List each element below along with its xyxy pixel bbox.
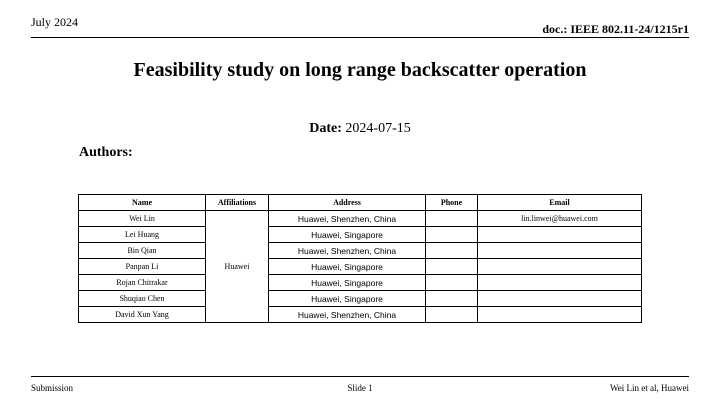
author-phone — [426, 275, 478, 291]
author-address: Huawei, Singapore — [269, 275, 426, 291]
author-name: David Xun Yang — [79, 307, 206, 323]
author-address: Huawei, Shenzhen, China — [269, 307, 426, 323]
footer-slide-number: Slide 1 — [347, 383, 373, 393]
header-doc-id: doc.: IEEE 802.11-24/1215r1 — [542, 22, 689, 36]
author-email: lin.linwei@huawei.com — [478, 211, 642, 227]
col-header-email: Email — [478, 195, 642, 211]
author-address: Huawei, Shenzhen, China — [269, 243, 426, 259]
author-phone — [426, 243, 478, 259]
table-row — [79, 243, 642, 259]
author-email — [478, 259, 642, 275]
table-row — [79, 227, 642, 243]
author-name: Shuqiao Chen — [79, 291, 206, 307]
col-header-phone: Phone — [426, 195, 478, 211]
author-phone — [426, 259, 478, 275]
author-email — [478, 291, 642, 307]
author-address: Huawei, Singapore — [269, 227, 426, 243]
author-affiliation: Huawei — [206, 211, 269, 323]
table-header-row — [79, 195, 642, 211]
author-name: Lei Huang — [79, 227, 206, 243]
header-divider — [31, 37, 689, 38]
author-email — [478, 307, 642, 323]
author-phone — [426, 227, 478, 243]
author-name: Wei Lin — [79, 211, 206, 227]
date-line — [0, 121, 720, 137]
author-name: Bin Qian — [79, 243, 206, 259]
author-address: Huawei, Singapore — [269, 259, 426, 275]
authors-label: Authors: — [79, 145, 133, 160]
table-row — [79, 259, 642, 275]
author-email — [478, 243, 642, 259]
col-header-address: Address — [269, 195, 426, 211]
author-email — [478, 227, 642, 243]
footer-submission: Submission — [31, 383, 74, 393]
table-row — [79, 275, 642, 291]
author-name: Rojan Chitrakar — [79, 275, 206, 291]
date-label: Date: — [309, 121, 342, 136]
author-phone — [426, 291, 478, 307]
author-email — [478, 275, 642, 291]
author-address: Huawei, Singapore — [269, 291, 426, 307]
footer-divider — [31, 376, 689, 377]
author-address: Huawei, Shenzhen, China — [269, 211, 426, 227]
author-name: Panpan Li — [79, 259, 206, 275]
col-header-name: Name — [79, 195, 206, 211]
table-row — [79, 291, 642, 307]
author-phone — [426, 307, 478, 323]
footer-author: Wei Lin et al, Huawei — [610, 383, 689, 393]
date-value: 2024-07-15 — [345, 121, 411, 136]
slide-title: Feasibility study on long range backscatter operation — [133, 59, 587, 81]
authors-table — [78, 194, 642, 323]
author-phone — [426, 211, 478, 227]
col-header-affiliations: Affiliations — [206, 195, 269, 211]
table-row — [79, 211, 642, 227]
header-date: July 2024 — [31, 15, 79, 29]
table-row — [79, 307, 642, 323]
